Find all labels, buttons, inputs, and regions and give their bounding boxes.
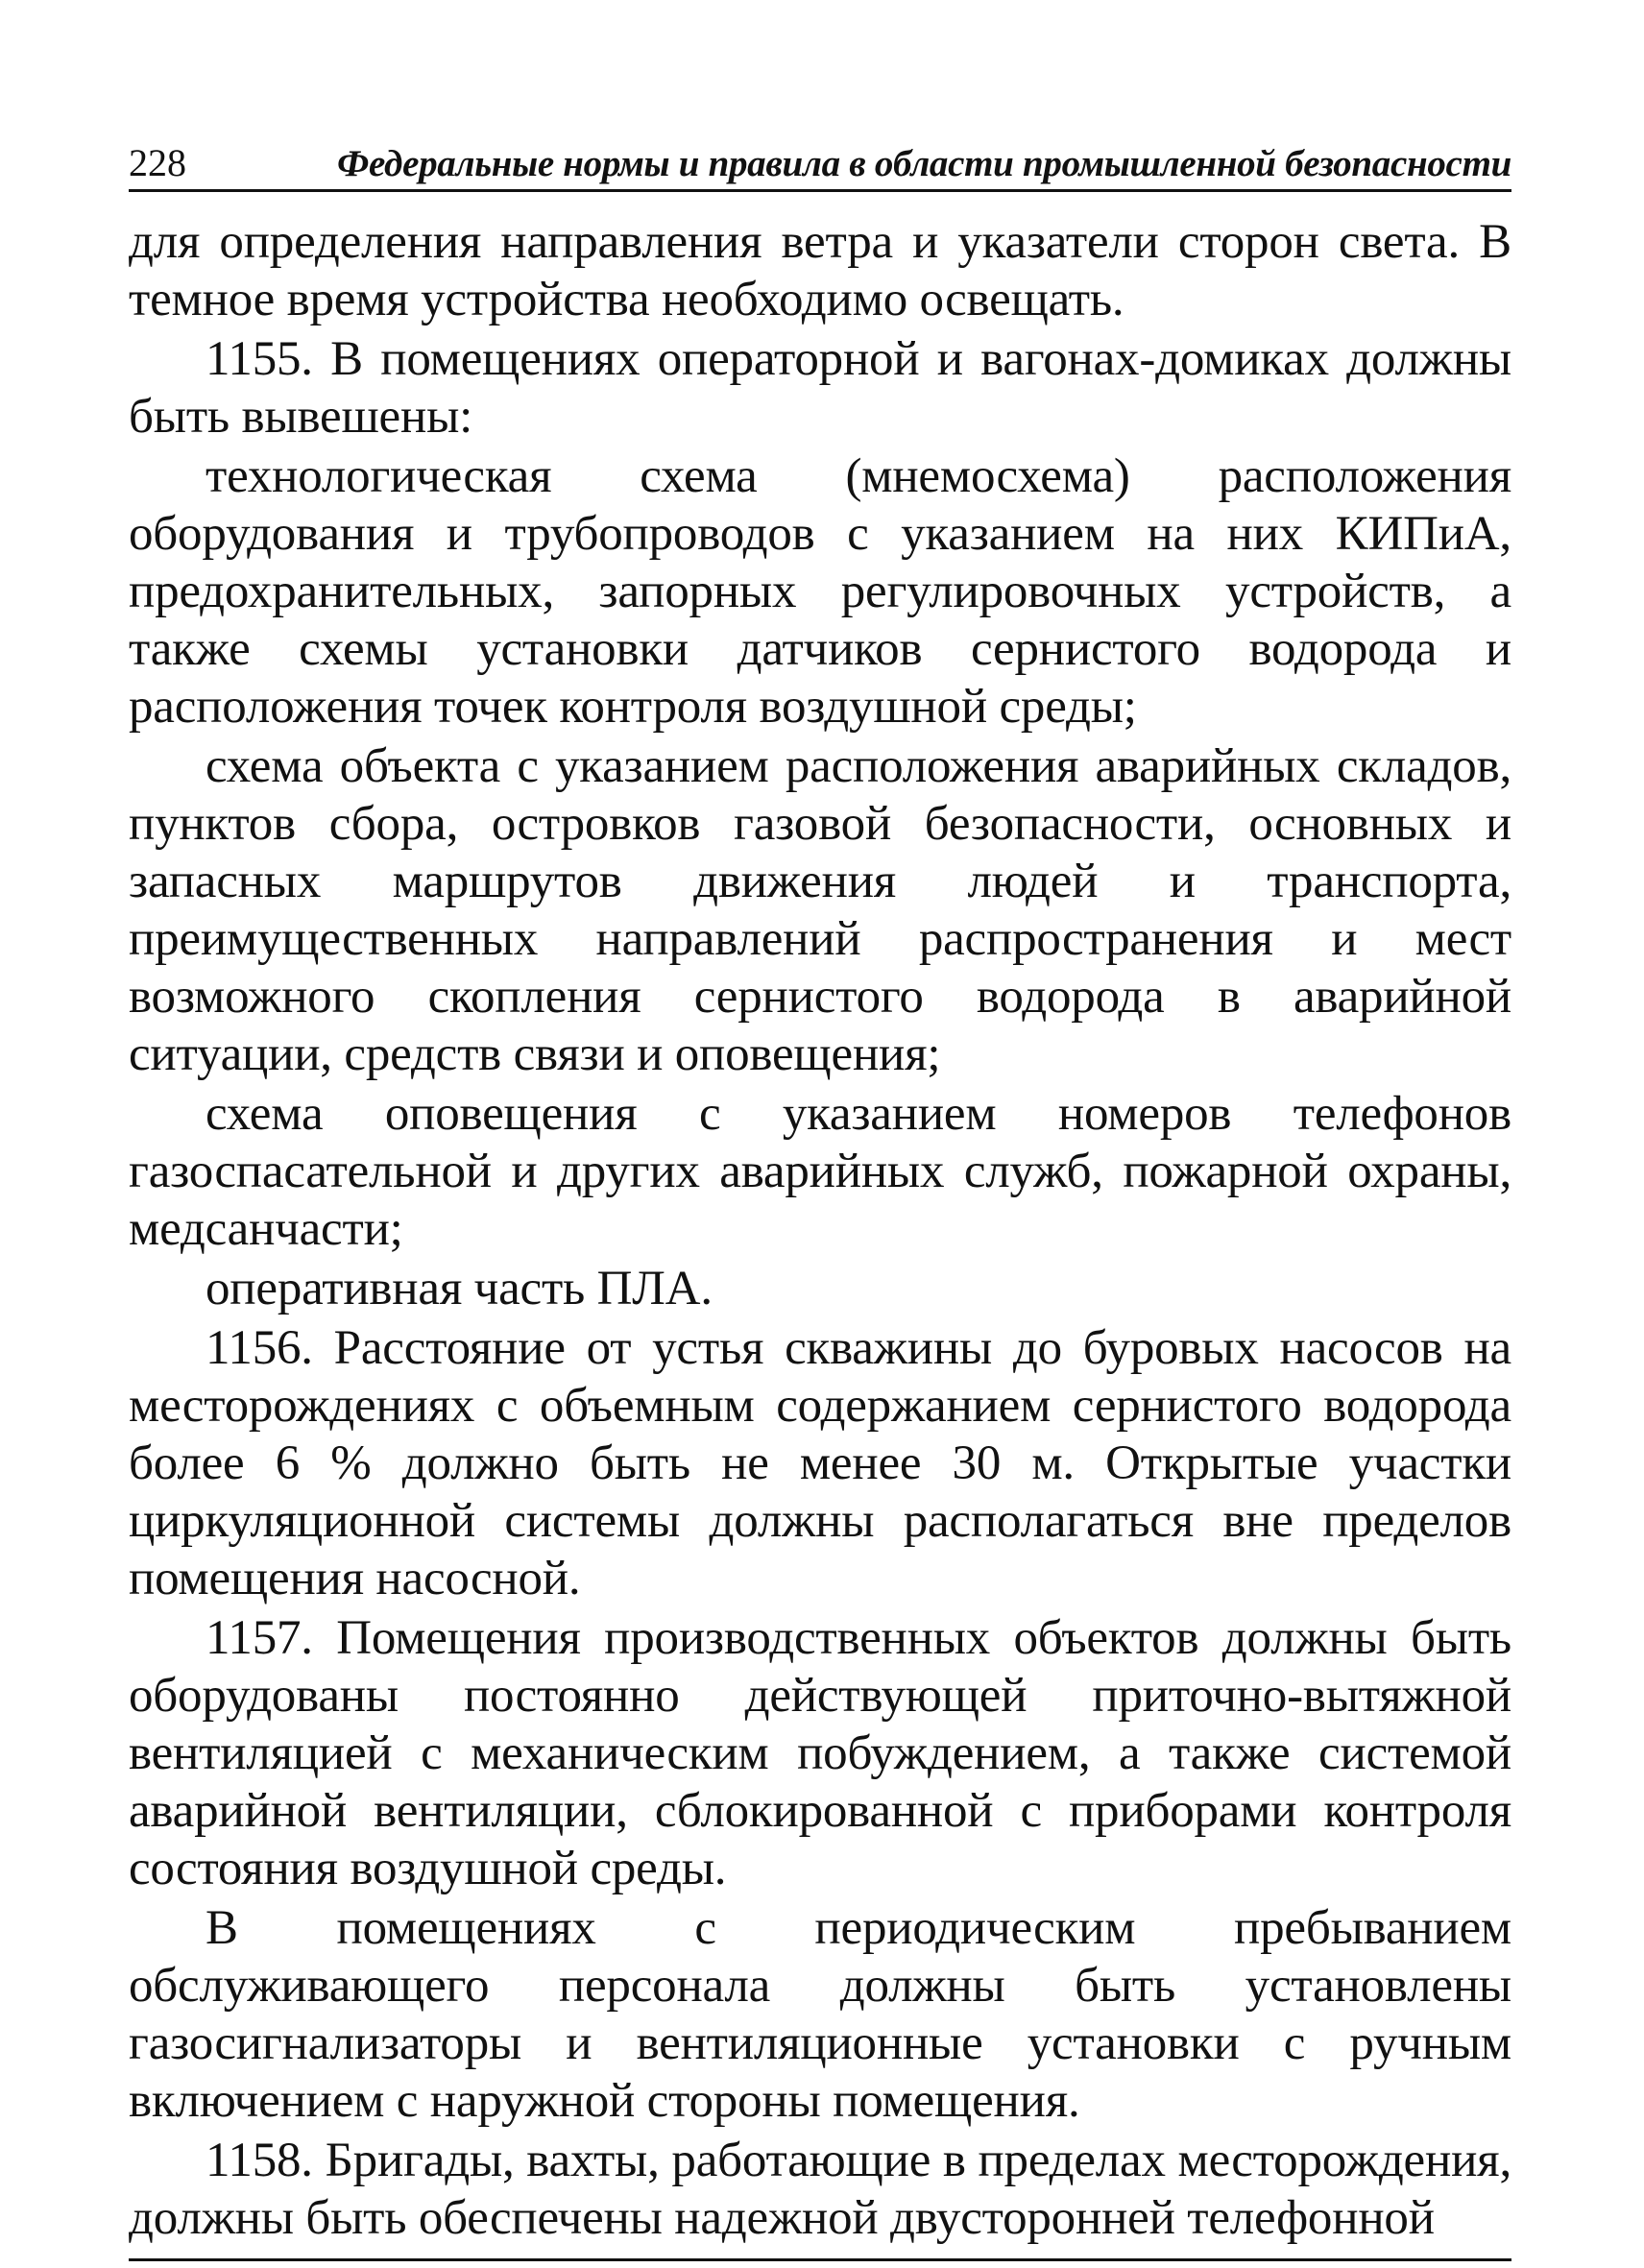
running-head <box>129 142 1511 192</box>
paragraph-continuation: для определения направления ветра и указатели сторон света. В темное время устройства необходимо освещать. <box>129 215 1511 326</box>
book-page <box>129 142 1511 2261</box>
paragraph-1158: 1158. Бригады, вахты, работающие в пределах месторождения, должны быть обеспечены надежной двусторонней телефонной <box>129 2134 1511 2245</box>
page-number: 228 <box>129 141 186 184</box>
paragraph-1157: 1157. Помещения производственных объектов должны быть оборудованы постоянно действующей приточно-вытяжной вентиляцией с механическим побуждением, а также системой аварийной вентиляции, сблокированной с приборами контроля состояния воздушной среды. <box>129 1611 1511 1895</box>
body-text <box>129 213 1511 2247</box>
paragraph-1157-continued: В помещениях с периодическим пребыванием обслуживающего персонала должны быть установлены газосигнализаторы и вентиляционные установки с ручным включением с наружной стороны помещения. <box>129 1901 1511 2128</box>
paragraph-1155: 1155. В помещениях операторной и вагонах-домиках должны быть вывешены: <box>129 332 1511 444</box>
paragraph-list-item-pla: оперативная часть ПЛА. <box>206 1262 713 1315</box>
paragraph-1156: 1156. Расстояние от устья скважины до буровых насосов на месторождениях с объемным содержанием сернистого водорода более 6 % должно быть не менее 30 м. Открытые участки циркуляционной системы должны располагаться вне пределов помещения насосной. <box>129 1321 1511 1605</box>
bottom-rule <box>129 2258 1511 2261</box>
paragraph-list-item-scheme-notification: схема оповещения с указанием номеров телефонов газоспасательной и других аварийных служб, пожарной охраны, медсанчасти; <box>129 1087 1511 1256</box>
paragraph-list-item-scheme-equipment: технологическая схема (мнемосхема) расположения оборудования и трубопроводов с указанием на них КИПиА, предохранительных, запорных регулировочных устройств, а также схемы установки датчиков сернистого водорода и расположения точек контроля воздушной среды; <box>129 449 1511 734</box>
running-head-title: Федеральные нормы и правила в области промышленной безопасности <box>337 143 1511 184</box>
paragraph-list-item-scheme-object: схема объекта с указанием расположения аварийных складов, пунктов сбора, островков газовой безопасности, основных и запасных маршрутов движения людей и транспорта, преимущественных направлений распространения и мест возможного скопления сернистого водорода в аварийной ситуации, средств связи и оповещения; <box>129 739 1511 1081</box>
